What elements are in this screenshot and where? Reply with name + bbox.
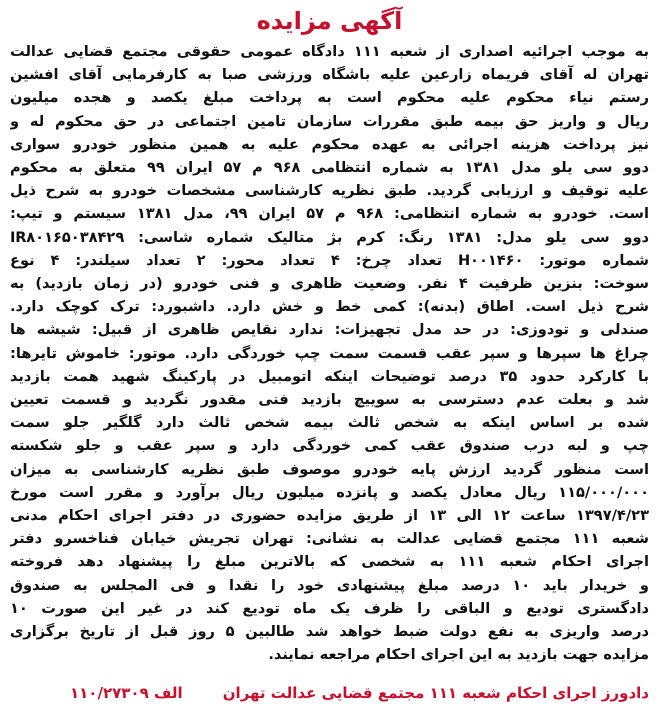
notice-line: مزایده جهت بازدید به این اجرای احکام مراجعه نمایند. — [268, 646, 649, 664]
notice-line: ۱۱۵/۰۰۰/۰۰۰ ریال معادل یکصد و پانزده میلیون ریال برآورد و مقرر است مورخ — [10, 483, 649, 501]
notice-line: دادگستری تودیع و الباقی را ظرف یک ماه تودیع کند در غیر این صورت ۱۰ — [10, 599, 649, 617]
notice-line: است منظور گردید ارزش پایه خودرو موصوف طبق نظریه کارشناسی به میزان — [10, 460, 649, 478]
notice-body — [10, 40, 649, 666]
notice-line: دوو سی یلو مدل: ۱۳۸۱ رنگ: کرم بژ متالیک شماره شاسی: IR۸۰۱۶۵۰۳۸۴۲۹ — [10, 228, 649, 246]
notice-line: شماره موتور: H۰۰۱۴۶۰ تعداد چرخ: ۴ تعداد محور: ۲ تعداد سیلندر: ۴ نوع — [10, 251, 649, 269]
notice-line: شعبه ۱۱۱ مجتمع قضایی عدالت به نشانی: تهران تجریش خیابان فناخسرو دفتر — [10, 530, 649, 548]
notice-line: شده بر اساس اینکه به شخص ثالث بیمه شخص ثالث دارد گلگیر جلو سمت — [10, 414, 649, 432]
notice-line: تهران له آقای فریماه زارعین علیه باشگاه ورزشی صبا به کارفرمایی آقای افشین — [10, 66, 649, 84]
notice-signature: دادورز اجرای احکام شعبه ۱۱۱ مجتمع قضایی عدالت تهران — [222, 684, 649, 702]
notice-line: سوخت: بنزین ظرفیت ۴ نفر. وضعیت ظاهری و فنی خودرو (در زمان بازدید) به — [10, 275, 649, 293]
notice-line: ۱۳۹۷/۴/۲۳ ساعت ۱۲ الی ۱۳ از طریق مزایده حضوری در دفتر اجرای احکام مدنی — [10, 507, 649, 525]
notice-line: صندلی و تودوزی: در حد مدل تجهیزات: ندارد نقایص ظاهری از قبیل: شیشه ها — [10, 321, 649, 339]
notice-line: چراغ ها سپرها و سپر عقب قسمت سمت چپ خوردگی دارد. موتور: خاموش تایرها: — [10, 344, 649, 362]
notice-footer — [10, 680, 649, 706]
notice-line: ریال و واریز حق بیمه طبق مقررات سازمان تامین اجتماعی در حق محکوم له و — [10, 112, 649, 130]
notice-line: شد و بعلت عدم دسترسی به سوییچ بازدید فنی مقدور نگردید و قسمت تعیین — [10, 391, 649, 409]
notice-line: به موجب اجرائیه اصداری از شعبه ۱۱۱ دادگاه عمومی حقوقی مجتمع قضایی عدالت — [10, 43, 649, 60]
notice-line: اجرای احکام شعبه ۱۱۱ به شخصی که بالاترین مبلغ را پیشنهاد دهد فروخته — [10, 553, 649, 571]
notice-code: ۱۱۰/۲۷۳۰۹ الف — [70, 684, 183, 702]
notice-line: با کارکرد حدود ۳۵ درصد توضیحات اینکه اتومبیل در پارکینگ شهید همت بازدید — [10, 367, 649, 385]
notice-line: علیه توقیف و ارزیابی گردید. طبق نظریه کارشناسی مشخصات خودرو به شرح ذیل — [10, 182, 649, 200]
notice-title: آگهی مزایده — [256, 7, 403, 35]
notice-line: درصد واریزی به نفع دولت ضبط خواهد شد طالبین ۵ روز قبل از تاریخ برگزاری — [10, 623, 649, 641]
notice-line: است. خودرو به شماره انتظامی: ۹۶۸ م ۵۷ ایران ۹۹، مدل ۱۳۸۱ سیستم و تیپ: — [10, 205, 649, 223]
notice-line: دوو سی یلو مدل ۱۳۸۱ به شماره انتظامی ۹۶۸ م ۵۷ ایران ۹۹ متعلق به محکوم — [10, 159, 649, 177]
notice-line: چپ و لبه درب صندوق عقب کمی خوردگی دارد و سپر عقب و جلو شکسته — [10, 437, 649, 455]
notice-line: رستم نیاء محکوم علیه محکوم است به پرداخت مبلغ یکصد و هجده میلیون — [10, 89, 649, 107]
notice-line: و خریدار باید ۱۰ درصد مبلغ پیشنهادی خود را نقدا و فی المجلس به صندوق — [10, 576, 649, 594]
notice-line: نیز پرداخت هزینه اجرائی به عهده محکوم علیه به همین منظور خودرو سواری — [10, 135, 649, 153]
notice-line: شرح ذیل است. اطاق (بدنه): کمی خط و خش دارد. داشبورد: ترک کوچک دارد. — [10, 298, 649, 316]
